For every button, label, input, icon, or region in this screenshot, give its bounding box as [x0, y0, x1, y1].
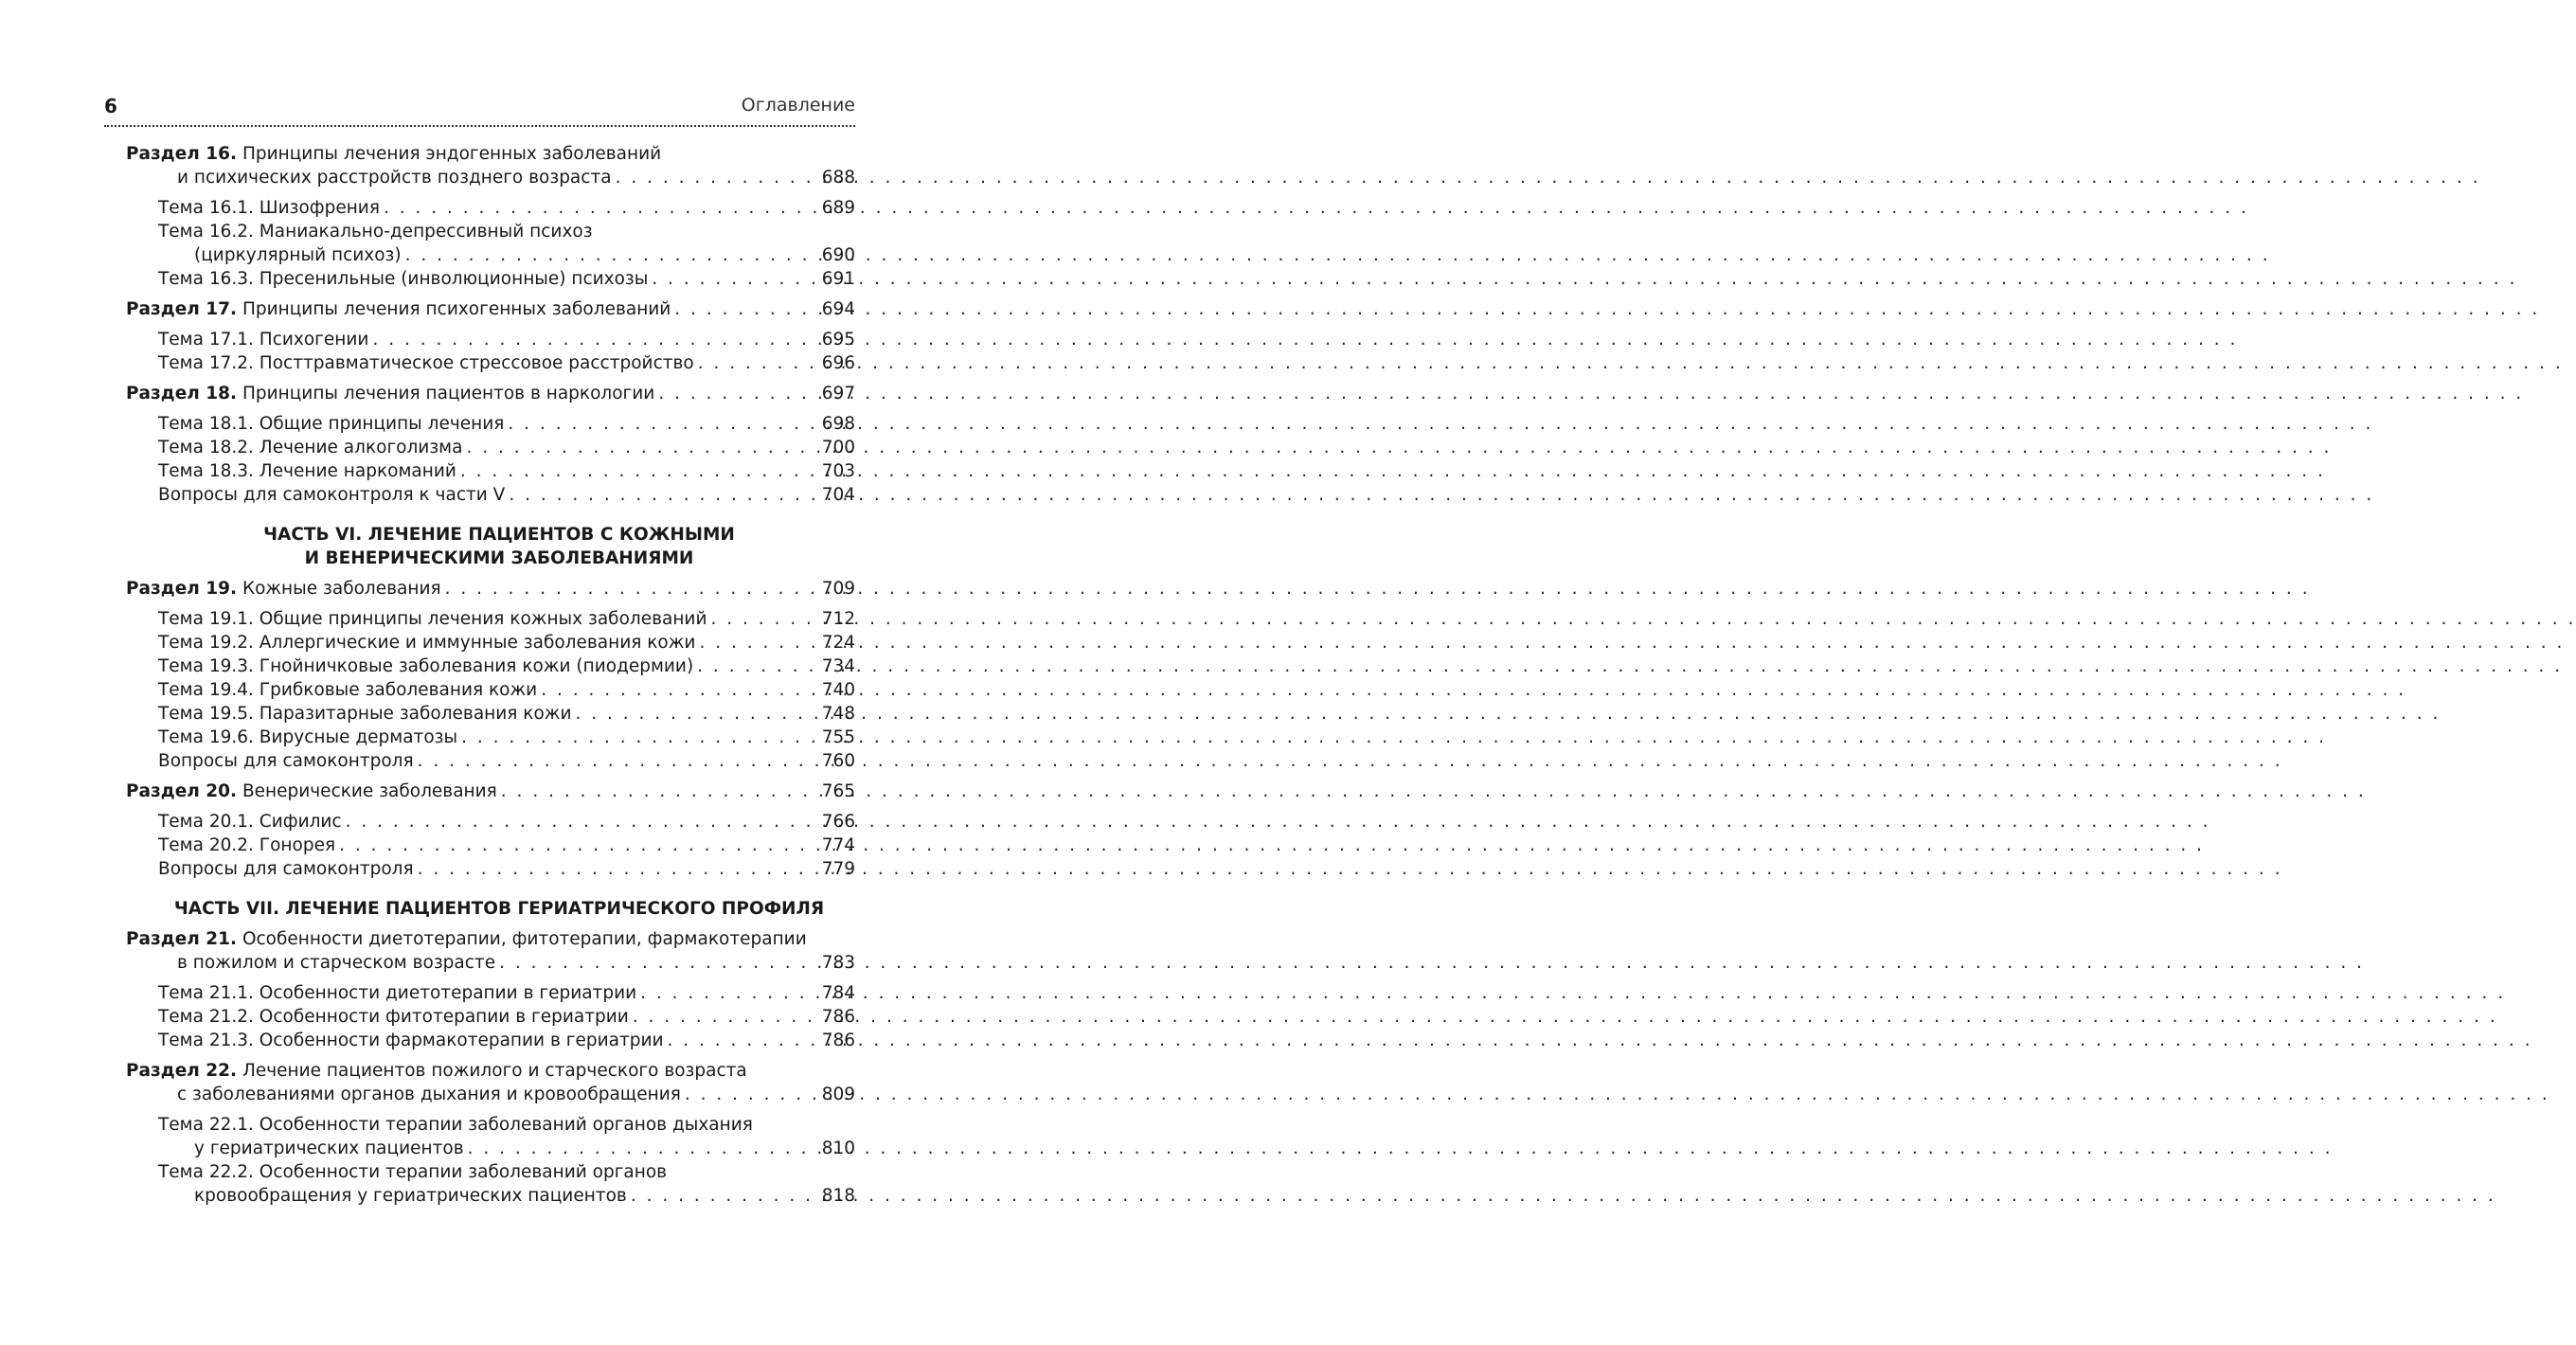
page-ref: 755	[821, 727, 855, 747]
toc-topic-line-text	[158, 1029, 664, 1052]
page-ref: 688	[821, 168, 855, 188]
page-ref: 700	[821, 438, 855, 457]
section-title: Принципы лечения психогенных заболеваний	[242, 299, 671, 319]
toc-topic-line[interactable]	[126, 328, 855, 351]
dot-leader	[631, 1184, 818, 1208]
toc-section-line-text	[126, 577, 441, 601]
dot-leader	[508, 412, 817, 436]
toc-section-line-text	[126, 382, 654, 405]
topic-title: Тема 18.2. Лечение алкоголизма	[158, 438, 463, 457]
toc-section	[126, 780, 855, 881]
toc-topic-line[interactable]	[126, 1184, 855, 1208]
toc-topic-line-text	[158, 220, 593, 243]
part-heading-line: И ВЕНЕРИЧЕСКИМИ ЗАБОЛЕВАНИЯМИ	[304, 548, 694, 568]
toc-topic-line-text	[158, 351, 694, 375]
toc-topic-line-text	[158, 607, 707, 631]
toc-section-line-text	[126, 927, 807, 951]
topic-title: у гериатрических пациентов	[194, 1139, 464, 1158]
topic-title: Тема 19.2. Аллергические и иммунные заболевания кожи	[158, 633, 696, 653]
toc-section-line-text	[177, 951, 495, 975]
toc-topic-line[interactable]	[126, 243, 855, 267]
dot-leader	[346, 810, 818, 834]
page-ref: 704	[821, 485, 855, 505]
dot-leader	[575, 702, 817, 726]
toc-section-line-text	[126, 1059, 747, 1083]
dot-leader	[418, 857, 818, 881]
page-ref: 709	[821, 579, 855, 599]
part-heading	[126, 523, 855, 570]
toc-section-line[interactable]	[126, 577, 855, 601]
toc-topic-line[interactable]	[126, 196, 855, 220]
page-ref: 689	[821, 198, 855, 218]
toc-topic-line[interactable]	[126, 1160, 855, 1184]
toc-section	[126, 1059, 855, 1208]
topic-list	[126, 810, 855, 881]
topic-title: Тема 19.1. Общие принципы лечения кожных заболеваний	[158, 609, 707, 629]
section-label: Раздел 16.	[126, 144, 238, 164]
toc-topic-line[interactable]	[126, 483, 855, 507]
toc-topic-line[interactable]	[126, 655, 855, 678]
section-title: Принципы лечения эндогенных заболеваний	[242, 144, 662, 164]
dot-leader	[658, 382, 817, 405]
topic-title: Тема 20.2. Гонорея	[158, 835, 336, 855]
dot-leader	[652, 267, 817, 291]
toc-topic-line[interactable]	[126, 834, 855, 857]
dot-leader	[668, 1029, 818, 1052]
dot-leader	[633, 1005, 818, 1029]
section-title-cont: и психических расстройств позднего возраста	[177, 168, 612, 188]
toc-topic-line[interactable]	[126, 749, 855, 773]
page-header	[104, 95, 855, 127]
topic-list	[126, 981, 855, 1052]
toc-topic-line-text	[158, 483, 505, 507]
toc-topic-line-text	[158, 1005, 629, 1029]
page-ref: 712	[821, 609, 855, 629]
page-ref: 703	[821, 461, 855, 481]
topic-title: Тема 19.5. Паразитарные заболевания кожи	[158, 704, 572, 724]
toc-topic-line-text	[158, 981, 636, 1005]
dot-leader	[468, 1137, 818, 1160]
page-ref: 779	[821, 859, 855, 879]
toc-topic-line[interactable]	[126, 351, 855, 375]
toc-topic-line[interactable]	[126, 220, 855, 243]
section-title: Венерические заболевания	[242, 781, 497, 801]
page-ref: 783	[821, 953, 855, 973]
topic-title: Тема 19.4. Грибковые заболевания кожи	[158, 680, 538, 700]
section-title-cont: с заболеваниями органов дыхания и кровообращения	[177, 1085, 681, 1104]
topic-title: Тема 19.3. Гнойничковые заболевания кожи (пиодермии)	[158, 656, 694, 676]
dot-leader	[339, 834, 818, 857]
toc-topic-line[interactable]	[126, 810, 855, 834]
topic-title: Тема 18.1. Общие принципы лечения	[158, 414, 505, 434]
topic-title: Тема 21.1. Особенности диетотерапии в гериатрии	[158, 983, 637, 1003]
toc-topic-line[interactable]	[126, 267, 855, 291]
toc-topic-line[interactable]	[126, 412, 855, 436]
toc-topic-line[interactable]	[126, 1005, 855, 1029]
toc-section	[126, 577, 855, 773]
topic-title: Тема 16.1. Шизофрения	[158, 198, 380, 218]
part-heading	[126, 897, 855, 921]
dot-leader	[699, 631, 817, 655]
topic-list	[126, 1113, 855, 1208]
toc-section-line[interactable]	[126, 780, 855, 803]
section-title: Принципы лечения пациентов в наркологии	[242, 384, 655, 404]
dot-leader	[460, 459, 818, 483]
dot-leader	[418, 749, 818, 773]
toc-section-line[interactable]	[126, 927, 855, 951]
toc-topic-line[interactable]	[126, 678, 855, 702]
toc-section	[126, 297, 855, 375]
dot-leader	[384, 196, 818, 220]
part-heading-line: ЧАСТЬ VII. ЛЕЧЕНИЕ ПАЦИЕНТОВ ГЕРИАТРИЧЕСКОГО ПРОФИЛЯ	[173, 899, 825, 919]
toc-topic-line[interactable]	[126, 436, 855, 459]
dot-leader	[372, 328, 817, 351]
page-ref: 809	[821, 1085, 855, 1104]
toc-section-line[interactable]	[126, 297, 855, 321]
section-label: Раздел 18.	[126, 384, 238, 404]
page-ref: 695	[821, 330, 855, 350]
topic-title: Тема 17.2. Посттравматическое стрессовое расстройство	[158, 353, 694, 373]
toc-topic-line-text	[194, 243, 402, 267]
toc-section-line[interactable]	[126, 951, 855, 975]
page-ref: 696	[821, 353, 855, 373]
toc-topic-line-text	[158, 702, 571, 726]
topic-list	[126, 196, 855, 291]
page-ref: 786	[821, 1007, 855, 1027]
toc-topic-line-text	[158, 412, 504, 436]
dot-leader	[445, 577, 818, 601]
toc-topic-line-text	[158, 196, 380, 220]
topic-list	[126, 328, 855, 375]
dot-leader	[499, 951, 818, 975]
section-title: Кожные заболевания	[242, 579, 441, 599]
toc-section	[126, 382, 855, 507]
toc-section-line[interactable]	[126, 1059, 855, 1083]
toc-section-line[interactable]	[126, 382, 855, 405]
dot-leader	[461, 726, 818, 749]
toc-topic-line[interactable]	[126, 459, 855, 483]
toc-topic-line[interactable]	[126, 981, 855, 1005]
dot-leader	[405, 243, 818, 267]
topic-title: Тема 21.3. Особенности фармакотерапии в гериатрии	[158, 1031, 664, 1050]
section-label: Раздел 22.	[126, 1061, 238, 1081]
toc-topic-line[interactable]	[126, 726, 855, 749]
topic-title: Тема 22.1. Особенности терапии заболеваний органов дыхания	[158, 1115, 753, 1135]
topic-title: Тема 16.2. Маниакально-депрессивный психоз	[158, 222, 593, 242]
section-title: Особенности диетотерапии, фитотерапии, фармакотерапии	[242, 929, 807, 949]
topic-title: Тема 19.6. Вирусные дерматозы	[158, 727, 458, 747]
topic-title: кровообращения у гериатрических пациентов	[194, 1186, 627, 1206]
toc-topic-line-text	[158, 749, 414, 773]
toc-section-line-text	[177, 1083, 681, 1106]
topic-title: Тема 18.3. Лечение наркоманий	[158, 461, 456, 481]
page-ref: 784	[821, 983, 855, 1003]
page-ref: 694	[821, 299, 855, 319]
toc-topic-line[interactable]	[126, 857, 855, 881]
toc-topic-line-text	[158, 834, 335, 857]
toc-topic-line[interactable]	[126, 1113, 855, 1137]
dot-leader	[710, 607, 817, 631]
table-of-contents	[126, 142, 855, 1208]
toc-topic-line-text	[158, 655, 693, 678]
page-ref: 698	[821, 414, 855, 434]
page-ref: 690	[821, 245, 855, 265]
dot-leader	[674, 297, 817, 321]
toc-topic-line-text	[158, 1160, 667, 1184]
toc-topic-line-text	[194, 1137, 464, 1160]
topic-title: Тема 17.1. Психогении	[158, 330, 369, 350]
section-label: Раздел 19.	[126, 579, 238, 599]
page-ref: 774	[821, 835, 855, 855]
topic-title: Тема 21.2. Особенности фитотерапии в гериатрии	[158, 1007, 629, 1027]
toc-topic-line-text	[158, 678, 537, 702]
topic-title: (циркулярный психоз)	[194, 245, 402, 265]
page-ref: 691	[821, 269, 855, 289]
dot-leader	[640, 981, 818, 1005]
page-ref: 760	[821, 751, 855, 771]
topic-title: Вопросы для самоконтроля	[158, 751, 414, 771]
toc-section-line-text	[126, 780, 497, 803]
toc-topic-line[interactable]	[126, 1029, 855, 1052]
page-ref: 786	[821, 1031, 855, 1050]
toc-topic-line[interactable]	[126, 607, 855, 631]
dot-leader	[509, 483, 817, 507]
toc-section-line[interactable]	[126, 1083, 855, 1106]
section-label: Раздел 21.	[126, 929, 238, 949]
page-ref: 697	[821, 384, 855, 404]
topic-title: Вопросы для самоконтроля	[158, 859, 414, 879]
toc-topic-line[interactable]	[126, 702, 855, 726]
toc-section	[126, 142, 855, 291]
dot-leader	[541, 678, 817, 702]
toc-topic-line-text	[158, 459, 456, 483]
toc-topic-line-text	[158, 631, 695, 655]
dot-leader	[697, 655, 818, 678]
page-ref: 765	[821, 781, 855, 801]
toc-topic-line-text	[158, 726, 457, 749]
toc-topic-line-text	[158, 810, 342, 834]
toc-topic-line-text	[158, 1113, 753, 1137]
toc-section-line-text	[126, 297, 671, 321]
page-ref: 818	[821, 1186, 855, 1206]
section-label: Раздел 17.	[126, 299, 238, 319]
toc-section	[126, 927, 855, 1052]
topic-title: Вопросы для самоконтроля к части V	[158, 485, 506, 505]
topic-list	[126, 607, 855, 773]
dot-leader	[698, 351, 818, 375]
section-title-cont: в пожилом и старческом возрасте	[177, 953, 496, 973]
toc-section-line[interactable]	[126, 166, 855, 189]
toc-section-line-text	[126, 142, 661, 166]
topic-title: Тема 16.3. Пресенильные (инволюционные) психозы	[158, 269, 649, 289]
section-title: Лечение пациентов пожилого и старческого возраста	[242, 1061, 747, 1081]
topic-title: Тема 20.1. Сифилис	[158, 812, 342, 832]
dot-leader	[466, 436, 817, 459]
running-title: Оглавление	[741, 95, 855, 116]
dot-leader	[616, 166, 818, 189]
toc-topic-line-text	[158, 857, 414, 881]
dot-leader	[501, 780, 818, 803]
toc-section-line[interactable]	[126, 142, 855, 166]
toc-topic-line[interactable]	[126, 1137, 855, 1160]
dot-leader	[685, 1083, 818, 1106]
part-heading-line: ЧАСТЬ VI. ЛЕЧЕНИЕ ПАЦИЕНТОВ С КОЖНЫМИ	[263, 525, 735, 545]
toc-section-line-text	[177, 166, 612, 189]
page-ref: 810	[821, 1139, 855, 1158]
page-ref: 766	[821, 812, 855, 832]
toc-topic-line-text	[158, 436, 462, 459]
toc-topic-line-text	[158, 328, 368, 351]
section-label: Раздел 20.	[126, 781, 238, 801]
page-ref: 724	[821, 633, 855, 653]
page-ref: 740	[821, 680, 855, 700]
topic-list	[126, 412, 855, 507]
toc-topic-line-text	[194, 1184, 627, 1208]
page-ref: 748	[821, 704, 855, 724]
page-number: 6	[104, 95, 117, 117]
topic-title: Тема 22.2. Особенности терапии заболеваний органов	[158, 1162, 668, 1182]
page-ref: 734	[821, 656, 855, 676]
toc-topic-line-text	[158, 267, 648, 291]
toc-topic-line[interactable]	[126, 631, 855, 655]
